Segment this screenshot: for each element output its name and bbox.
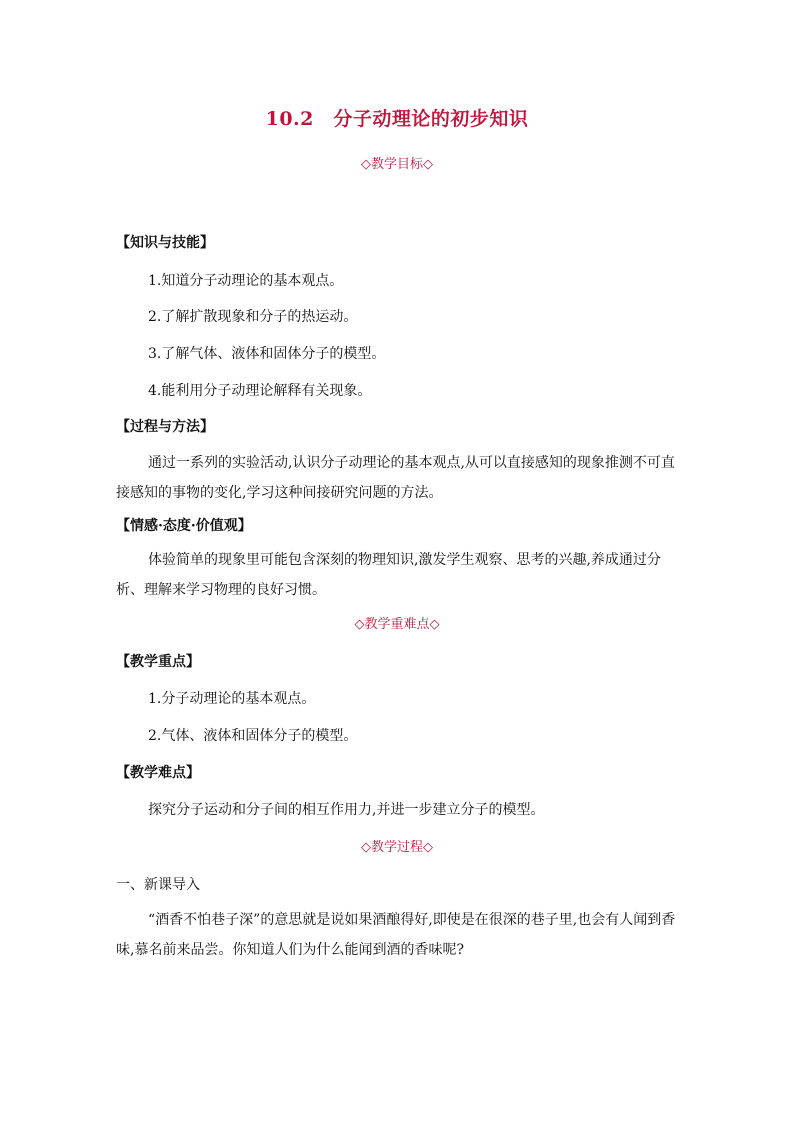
knowledge-item-3: 3.了解气体、液体和固体分子的模型。 (148, 346, 386, 362)
focus-item-2: 2.气体、液体和固体分子的模型。 (148, 728, 358, 744)
section-marker-key-points: ◇教学重难点◇ (354, 617, 440, 632)
heading-process-method: 【过程与方法】 (116, 419, 214, 435)
heading-knowledge-skills: 【知识与技能】 (116, 235, 214, 251)
heading-new-lesson-intro: 一、新课导入 (116, 877, 200, 893)
document-title: 10.2 分子动理论的初步知识 (265, 108, 529, 130)
heading-emotion-attitude-values: 【情感·态度·价值观】 (116, 518, 252, 534)
difficulty-text: 探究分子运动和分子间的相互作用力,并进一步建立分子的模型。 (148, 802, 545, 818)
knowledge-item-1: 1.知道分子动理论的基本观点。 (148, 273, 344, 289)
knowledge-item-2: 2.了解扩散现象和分子的热运动。 (148, 309, 358, 325)
section-marker-process: ◇教学过程◇ (361, 840, 433, 855)
process-paragraph: 通过一系列的实验活动,认识分子动理论的基本观点,从可以直接感知的现象推测不可直接感知的事物的变化,学习这种间接研究问题的方法。 (116, 455, 675, 501)
heading-teaching-difficulty: 【教学难点】 (116, 765, 200, 781)
focus-item-1: 1.分子动理论的基本观点。 (148, 691, 316, 707)
emotion-paragraph: 体验简单的现象里可能包含深刻的物理知识,激发学生观察、思考的兴趣,养成通过分析、理解来学习物理的良好习惯。 (116, 552, 661, 598)
section-marker-objectives: ◇教学目标◇ (361, 157, 433, 172)
heading-teaching-focus: 【教学重点】 (116, 654, 200, 670)
intro-paragraph: “酒香不怕巷子深”的意思就是说如果酒酿得好,即使是在很深的巷子里,也会有人闻到香味,慕名前来品尝。你知道人们为什么能闻到酒的香味呢? (116, 912, 676, 958)
knowledge-item-4: 4.能利用分子动理论解释有关现象。 (148, 383, 372, 399)
